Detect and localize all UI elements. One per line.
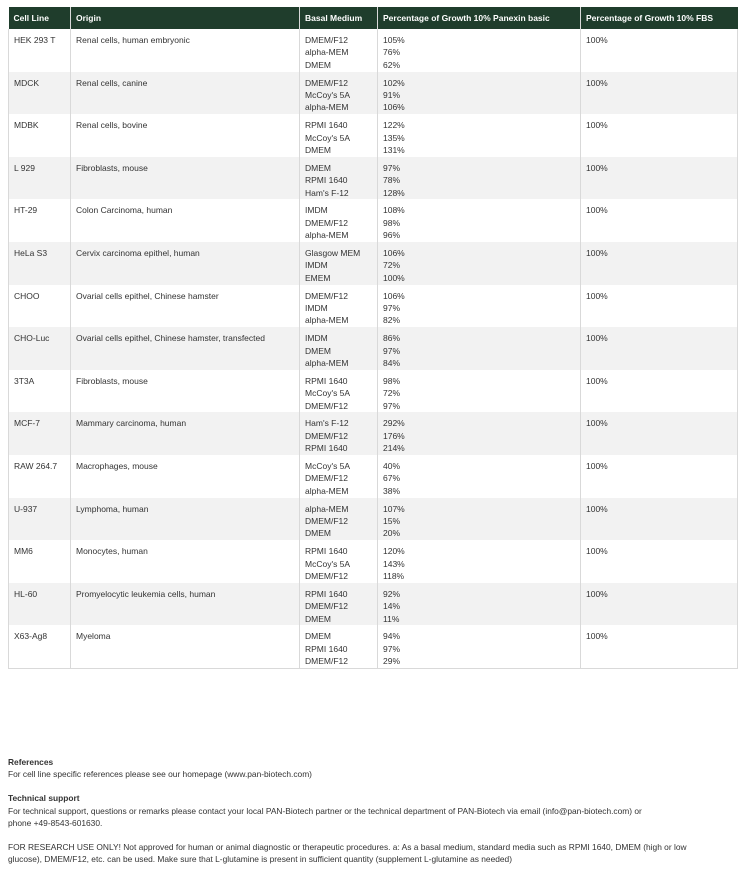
references-text: For cell line specific references please see our homepage (www.pan-biotech.com): [8, 769, 312, 780]
basal-medium-value: alpha-MEM: [305, 315, 349, 326]
panexin-growth-value: 84%: [383, 357, 401, 368]
basal-medium-value: EMEM: [305, 272, 331, 283]
basal-medium: [300, 583, 378, 626]
support-text-2: phone +49-8543-601630.: [8, 817, 103, 828]
basal-medium-value: McCoy's 5A: [305, 388, 351, 399]
fbs-growth: 100%: [581, 583, 738, 626]
basal-medium: [300, 625, 378, 668]
panexin-growth-value: 292%: [383, 418, 405, 429]
panexin-growth-value: 214%: [383, 443, 405, 454]
basal-medium: [300, 72, 378, 115]
basal-medium-value: DMEM/F12: [305, 77, 348, 88]
panexin-growth-value: 86%: [383, 333, 401, 344]
basal-medium-value: DMEM/F12: [305, 515, 348, 526]
basal-medium-value: DMEM: [305, 162, 331, 173]
origin: Colon Carcinoma, human: [71, 199, 300, 242]
header-basal-medium: Basal Medium: [300, 7, 378, 29]
panexin-growth-value: 97%: [383, 162, 401, 173]
basal-medium-value: DMEM/F12: [305, 35, 348, 45]
panexin-growth: [378, 498, 581, 541]
basal-medium: [300, 285, 378, 328]
table-row: [9, 72, 738, 115]
basal-medium-value: Ham's F-12: [305, 418, 349, 429]
basal-medium: [300, 455, 378, 498]
basal-medium-value: DMEM/F12: [305, 601, 348, 612]
basal-medium-value: Glasgow MEM: [305, 247, 361, 258]
basal-medium-value: IMDM: [305, 302, 328, 313]
origin: Ovarial cells epithel, Chinese hamster: [71, 285, 300, 328]
table-row: [9, 625, 738, 668]
panexin-growth-value: 118%: [383, 570, 405, 581]
panexin-growth-value: 108%: [383, 205, 405, 216]
panexin-growth: [378, 455, 581, 498]
origin: Renal cells, human embryonic: [71, 29, 300, 72]
basal-medium-value: McCoy's 5A: [305, 90, 351, 100]
origin: Macrophages, mouse: [71, 455, 300, 498]
table-row: [9, 285, 738, 328]
panexin-growth: [378, 327, 581, 370]
panexin-growth-value: 62%: [383, 59, 401, 70]
panexin-growth-value: 106%: [383, 247, 405, 258]
panexin-growth: [378, 412, 581, 455]
cell-line: MCF-7: [9, 412, 71, 455]
basal-medium-value: alpha-MEM: [305, 485, 349, 496]
table-row: [9, 540, 738, 583]
panexin-growth-value: 67%: [383, 473, 401, 484]
panexin-growth-value: 92%: [383, 588, 401, 599]
table-row: [9, 583, 738, 626]
cell-line: RAW 264.7: [9, 455, 71, 498]
panexin-growth-value: 102%: [383, 77, 405, 88]
panexin-growth: [378, 199, 581, 242]
panexin-growth: [378, 29, 581, 72]
cell-line: HeLa S3: [9, 242, 71, 285]
fbs-growth: 100%: [581, 285, 738, 328]
fbs-growth: 100%: [581, 498, 738, 541]
cell-line: HEK 293 T: [9, 29, 71, 72]
basal-medium-value: RPMI 1640: [305, 588, 348, 599]
panexin-growth: [378, 242, 581, 285]
support-text-1: For technical support, questions or remarks please contact your local PAN-Biotech partner or the technical department of PAN-Biotech via email (info@pan-biotech.com) or: [8, 805, 642, 816]
origin: Renal cells, canine: [71, 72, 300, 115]
panexin-growth-value: 135%: [383, 132, 405, 143]
panexin-growth-value: 82%: [383, 315, 401, 326]
table-row: [9, 157, 738, 200]
panexin-growth-value: 72%: [383, 260, 401, 271]
basal-medium-value: McCoy's 5A: [305, 460, 351, 471]
panexin-growth-value: 122%: [383, 120, 405, 131]
cell-line: U-937: [9, 498, 71, 541]
origin: Mammary carcinoma, human: [71, 412, 300, 455]
origin: Ovarial cells epithel, Chinese hamster, transfected: [71, 327, 300, 370]
table-row: [9, 370, 738, 413]
cell-line: X63-Ag8: [9, 625, 71, 668]
fbs-growth: 100%: [581, 157, 738, 200]
basal-medium-value: RPMI 1640: [305, 175, 348, 186]
header-panexin-growth: Percentage of Growth 10% Panexin basic: [378, 7, 581, 29]
panexin-growth: [378, 583, 581, 626]
fbs-growth: 100%: [581, 242, 738, 285]
cell-line: HL-60: [9, 583, 71, 626]
fbs-growth: 100%: [581, 455, 738, 498]
basal-medium-value: DMEM: [305, 345, 331, 356]
origin: Fibroblasts, mouse: [71, 157, 300, 200]
fbs-growth: 100%: [581, 114, 738, 157]
basal-medium: [300, 157, 378, 200]
basal-medium-value: IMDM: [305, 205, 328, 216]
basal-medium-value: McCoy's 5A: [305, 558, 351, 569]
panexin-growth-value: 91%: [383, 90, 401, 100]
panexin-growth: [378, 114, 581, 157]
fbs-growth: 100%: [581, 412, 738, 455]
basal-medium: [300, 114, 378, 157]
panexin-growth: [378, 540, 581, 583]
panexin-growth-value: 72%: [383, 388, 401, 399]
panexin-growth-value: 106%: [383, 290, 405, 301]
panexin-growth-value: 98%: [383, 375, 401, 386]
basal-medium-value: RPMI 1640: [305, 120, 348, 131]
panexin-growth-value: 14%: [383, 601, 401, 612]
panexin-growth-value: 128%: [383, 187, 405, 198]
panexin-growth: [378, 157, 581, 200]
basal-medium-value: DMEM/F12: [305, 400, 348, 411]
support-heading: Technical support: [8, 793, 80, 804]
basal-medium-value: DMEM/F12: [305, 656, 348, 667]
origin: Fibroblasts, mouse: [71, 370, 300, 413]
origin: Myeloma: [71, 625, 300, 668]
panexin-growth: [378, 285, 581, 328]
panexin-growth-value: 107%: [383, 503, 405, 514]
basal-medium-value: DMEM/F12: [305, 290, 348, 301]
fbs-growth: 100%: [581, 29, 738, 72]
panexin-growth-value: 97%: [383, 643, 401, 654]
table-row: [9, 29, 738, 72]
panexin-growth-value: 100%: [383, 272, 405, 283]
cell-line: MDBK: [9, 114, 71, 157]
basal-medium: [300, 199, 378, 242]
basal-medium: [300, 540, 378, 583]
basal-medium-value: DMEM/F12: [305, 473, 348, 484]
table-row: [9, 242, 738, 285]
panexin-growth: [378, 625, 581, 668]
basal-medium-value: DMEM/F12: [305, 430, 348, 441]
origin: Renal cells, bovine: [71, 114, 300, 157]
panexin-growth-value: 97%: [383, 302, 401, 313]
panexin-growth-value: 29%: [383, 656, 401, 667]
origin: Cervix carcinoma epithel, human: [71, 242, 300, 285]
basal-medium-value: DMEM: [305, 145, 331, 155]
basal-medium: [300, 412, 378, 455]
panexin-growth-value: 76%: [383, 47, 401, 58]
panexin-growth-value: 106%: [383, 102, 405, 113]
cell-line: MDCK: [9, 72, 71, 115]
table-row: [9, 199, 738, 242]
table-row: [9, 327, 738, 370]
basal-medium-value: alpha-MEM: [305, 503, 349, 514]
basal-medium-value: alpha-MEM: [305, 102, 349, 113]
table-row: [9, 498, 738, 541]
basal-medium-value: RPMI 1640: [305, 443, 348, 454]
basal-medium-value: DMEM/F12: [305, 570, 348, 581]
basal-medium-value: alpha-MEM: [305, 47, 349, 58]
cell-line: CHOO: [9, 285, 71, 328]
panexin-growth-value: 94%: [383, 631, 401, 642]
cell-line: L 929: [9, 157, 71, 200]
panexin-growth-value: 143%: [383, 558, 405, 569]
basal-medium-value: DMEM: [305, 528, 331, 539]
panexin-growth-value: 97%: [383, 400, 401, 411]
header-origin: Origin: [71, 7, 300, 29]
basal-medium-value: RPMI 1640: [305, 643, 348, 654]
growth-table-container: [8, 7, 737, 669]
panexin-growth-value: 38%: [383, 485, 401, 496]
basal-medium-value: IMDM: [305, 260, 328, 271]
basal-medium-value: DMEM/F12: [305, 217, 348, 228]
panexin-growth-value: 11%: [383, 613, 400, 624]
basal-medium: [300, 370, 378, 413]
cell-line: CHO-Luc: [9, 327, 71, 370]
cell-line: MM6: [9, 540, 71, 583]
basal-medium-value: DMEM: [305, 59, 331, 70]
panexin-growth-value: 105%: [383, 35, 405, 45]
origin: Promyelocytic leukemia cells, human: [71, 583, 300, 626]
table-header-row: [9, 7, 738, 29]
basal-medium: [300, 498, 378, 541]
cell-line: HT-29: [9, 199, 71, 242]
fbs-growth: 100%: [581, 72, 738, 115]
disclaimer-1: FOR RESEARCH USE ONLY! Not approved for human or animal diagnostic or therapeutic procedures. a: As a basal medium, standard media such as RPMI 1640, DMEM (high or low: [8, 842, 687, 853]
basal-medium-value: RPMI 1640: [305, 375, 348, 386]
panexin-growth: [378, 72, 581, 115]
fbs-growth: 100%: [581, 370, 738, 413]
basal-medium-value: DMEM: [305, 613, 331, 624]
table-row: [9, 455, 738, 498]
cell-line: 3T3A: [9, 370, 71, 413]
basal-medium-value: alpha-MEM: [305, 230, 349, 241]
header-fbs-growth: Percentage of Growth 10% FBS: [581, 7, 738, 29]
basal-medium: [300, 327, 378, 370]
origin: Monocytes, human: [71, 540, 300, 583]
fbs-growth: 100%: [581, 199, 738, 242]
header-cell-line: Cell Line: [9, 7, 71, 29]
panexin-growth: [378, 370, 581, 413]
panexin-growth-value: 96%: [383, 230, 401, 241]
footnotes: [8, 756, 737, 865]
table-row: [9, 114, 738, 157]
origin: Lymphoma, human: [71, 498, 300, 541]
fbs-growth: 100%: [581, 327, 738, 370]
panexin-growth-value: 176%: [383, 430, 405, 441]
fbs-growth: 100%: [581, 625, 738, 668]
panexin-growth-value: 78%: [383, 175, 401, 186]
panexin-growth-value: 120%: [383, 546, 405, 557]
panexin-growth-value: 97%: [383, 345, 401, 356]
basal-medium-value: McCoy's 5A: [305, 132, 351, 143]
fbs-growth: 100%: [581, 540, 738, 583]
basal-medium-value: IMDM: [305, 333, 328, 344]
panexin-growth-value: 15%: [383, 515, 401, 526]
references-heading: References: [8, 757, 54, 767]
basal-medium-value: Ham's F-12: [305, 187, 349, 198]
basal-medium-value: DMEM: [305, 631, 331, 642]
panexin-growth-value: 98%: [383, 217, 401, 228]
table-row: [9, 412, 738, 455]
panexin-growth-value: 131%: [383, 145, 405, 155]
basal-medium-value: alpha-MEM: [305, 357, 349, 368]
basal-medium: [300, 242, 378, 285]
panexin-growth-value: 20%: [383, 528, 401, 539]
basal-medium-value: RPMI 1640: [305, 546, 348, 557]
basal-medium: [300, 29, 378, 72]
disclaimer-2: glucose), DMEM/F12, etc. can be used. Make sure that L-glutamine is present in sufficient quantity (supplement L-glutamine as needed): [8, 854, 513, 865]
growth-table: [8, 7, 738, 669]
panexin-growth-value: 40%: [383, 460, 401, 471]
